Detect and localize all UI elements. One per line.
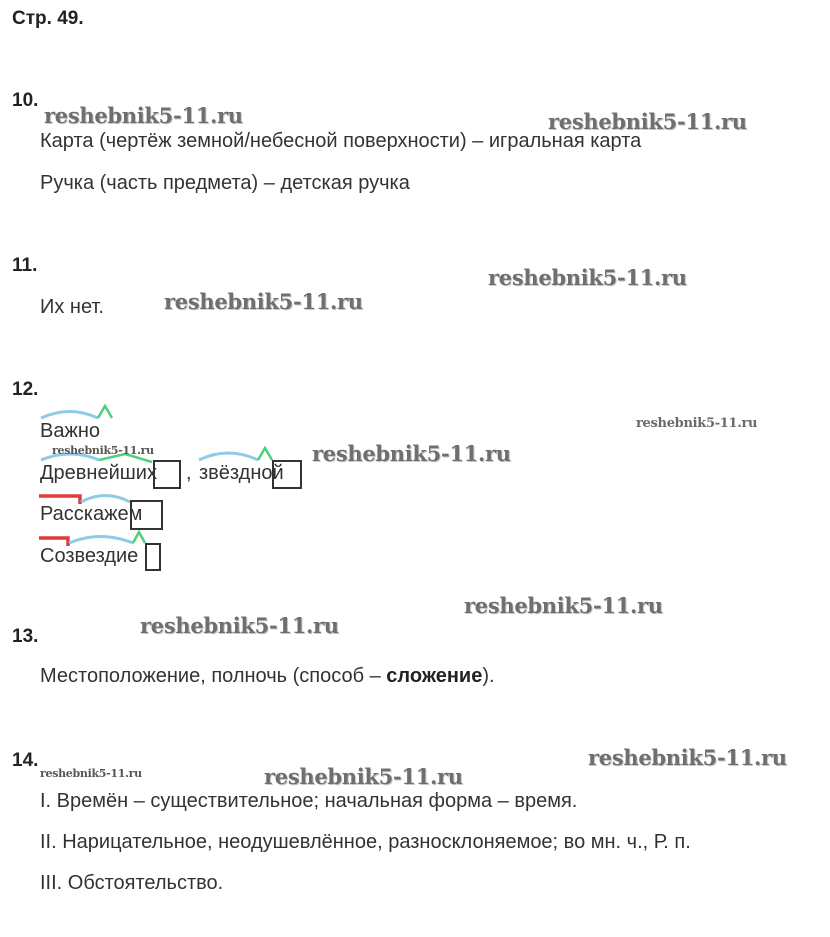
watermark: reshebnik5-11.ru xyxy=(312,441,511,466)
word-zvyozdnoy: звёздной xyxy=(199,462,284,484)
task-10-line-2: Ручка (часть предмета) – детская ручка xyxy=(40,172,410,194)
task-13-line-1 xyxy=(40,665,495,688)
task-14-number: 14. xyxy=(12,750,39,771)
word-drevneyshikh: Древнейших xyxy=(40,462,157,484)
watermark: reshebnik5-11.ru xyxy=(588,745,787,770)
root-arc xyxy=(199,453,258,460)
watermark: reshebnik5-11.ru xyxy=(140,613,339,638)
task-11-number: 11. xyxy=(12,255,38,276)
watermark: reshebnik5-11.ru xyxy=(636,416,758,431)
ending-box xyxy=(145,543,161,571)
task-13-number: 13. xyxy=(12,626,39,647)
watermark: reshebnik5-11.ru xyxy=(464,593,663,618)
page-title: Стр. 49. xyxy=(12,8,84,29)
root-arc xyxy=(81,496,130,503)
watermark: reshebnik5-11.ru xyxy=(164,289,363,314)
task-10-line-1: Карта (чертёж земной/небесной поверхности) – игральная карта xyxy=(40,130,642,152)
word-rasskazhem: Расскажем xyxy=(40,503,143,525)
task-12-number: 12. xyxy=(12,379,39,400)
watermark: reshebnik5-11.ru xyxy=(44,103,243,128)
watermark: reshebnik5-11.ru xyxy=(40,767,142,780)
ending-box xyxy=(153,460,181,489)
watermark: reshebnik5-11.ru xyxy=(264,764,463,789)
word-vazhno: Важно xyxy=(40,420,101,442)
ending-box xyxy=(272,460,302,489)
suffix-hat xyxy=(258,448,272,460)
task-14-line-1: I. Времён – существительное; начальная форма – время. xyxy=(40,790,578,812)
root-arc xyxy=(41,412,98,419)
watermark: reshebnik5-11.ru xyxy=(52,444,154,457)
comma-separator: , xyxy=(186,462,192,484)
task-14-line-2: II. Нарицательное, неодушевлённое, разносклоняемое; во мн. ч., Р. п. xyxy=(40,831,691,853)
suffix-hat xyxy=(133,532,145,543)
watermark: reshebnik5-11.ru xyxy=(488,265,687,290)
task-13-text-end: ). xyxy=(482,665,495,687)
task-10-number: 10. xyxy=(12,90,39,111)
root-arc xyxy=(69,537,133,544)
suffix-hat xyxy=(98,406,112,418)
ending-box xyxy=(130,500,163,530)
task-13-text: Местоположение, полночь (способ – xyxy=(40,665,387,687)
watermark: reshebnik5-11.ru xyxy=(548,109,747,134)
task-13-method: сложение xyxy=(386,665,483,687)
task-14-line-3: III. Обстоятельство. xyxy=(40,872,224,894)
word-sozvezdie: Созвездие xyxy=(40,545,139,567)
task-11-line-1: Их нет. xyxy=(40,296,104,318)
